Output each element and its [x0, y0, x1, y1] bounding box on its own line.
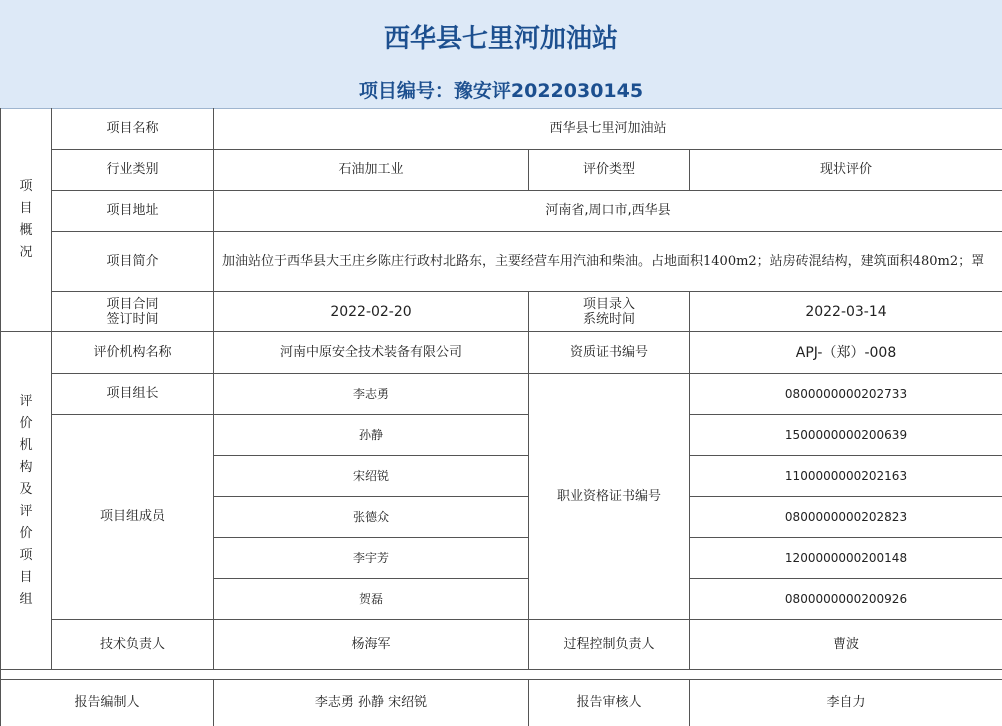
- info-table: [0, 108, 1002, 726]
- address-value: 河南省,周口市,西华县: [214, 191, 1002, 232]
- eval-type-label: 评价类型: [529, 150, 690, 191]
- team-member-cert: 1500000000200639: [690, 415, 1002, 456]
- team-member-cert: 0800000000200926: [690, 579, 1002, 620]
- process-lead-label: 过程控制负责人: [529, 620, 690, 670]
- tech-lead-label: 技术负责人: [52, 620, 214, 670]
- address-label: 项目地址: [52, 191, 214, 232]
- agency-name-value: 河南中原安全技术装备有限公司: [214, 332, 529, 374]
- project-number: 项目编号：豫安评2022030145: [358, 80, 644, 102]
- section-overview-label: 项 目 概 况: [1, 108, 52, 332]
- report-author-value: 李志勇 孙静 宋绍锐: [214, 680, 529, 726]
- contract-time-label: 项目合同 签订时间: [52, 292, 214, 332]
- cert-no-value: APJ-（郑）-008: [690, 332, 1002, 374]
- industry-label: 行业类别: [52, 150, 214, 191]
- entry-time-value: 2022-03-14: [690, 292, 1002, 332]
- team-member-name: 孙静: [214, 415, 529, 456]
- summary-label: 项目简介: [52, 232, 214, 292]
- industry-value: 石油加工业: [214, 150, 529, 191]
- report-author-label: 报告编制人: [1, 680, 214, 726]
- team-member-cert: 1100000000202163: [690, 456, 1002, 497]
- team-member-name: 张德众: [214, 497, 529, 538]
- report-reviewer-value: 李自力: [690, 680, 1002, 726]
- eval-type-value: 现状评价: [690, 150, 1002, 191]
- qual-cert-label: 职业资格证书编号: [529, 374, 690, 620]
- entry-time-label: 项目录入 系统时间: [529, 292, 690, 332]
- spacer-row: [1, 670, 1002, 680]
- project-name-value: 西华县七里河加油站: [214, 108, 1002, 150]
- contract-time-value: 2022-02-20: [214, 292, 529, 332]
- section-agency-label: 评 价 机 构 及 评 价 项 目 组: [1, 332, 52, 670]
- team-member-name: 李宇芳: [214, 538, 529, 579]
- leader-label: 项目组长: [52, 374, 214, 415]
- cert-no-label: 资质证书编号: [529, 332, 690, 374]
- summary-value: 加油站位于西华县大王庄乡陈庄行政村北路东，主要经营车用汽油和柴油。占地面积1400m2；站房砖混结构，建筑面积480m2；罩: [214, 232, 1002, 292]
- team-member-name: 李志勇: [214, 374, 529, 415]
- project-name-label: 项目名称: [52, 108, 214, 150]
- team-member-cert: 0800000000202823: [690, 497, 1002, 538]
- team-member-name: 贺磊: [214, 579, 529, 620]
- report-reviewer-label: 报告审核人: [529, 680, 690, 726]
- members-label: 项目组成员: [52, 415, 214, 620]
- tech-lead-value: 杨海军: [214, 620, 529, 670]
- agency-name-label: 评价机构名称: [52, 332, 214, 374]
- report-header: [0, 0, 1002, 109]
- process-lead-value: 曹波: [690, 620, 1002, 670]
- team-member-cert: 1200000000200148: [690, 538, 1002, 579]
- team-member-name: 宋绍锐: [214, 456, 529, 497]
- page-title: 西华县七里河加油站: [383, 24, 618, 54]
- team-member-cert: 0800000000202733: [690, 374, 1002, 415]
